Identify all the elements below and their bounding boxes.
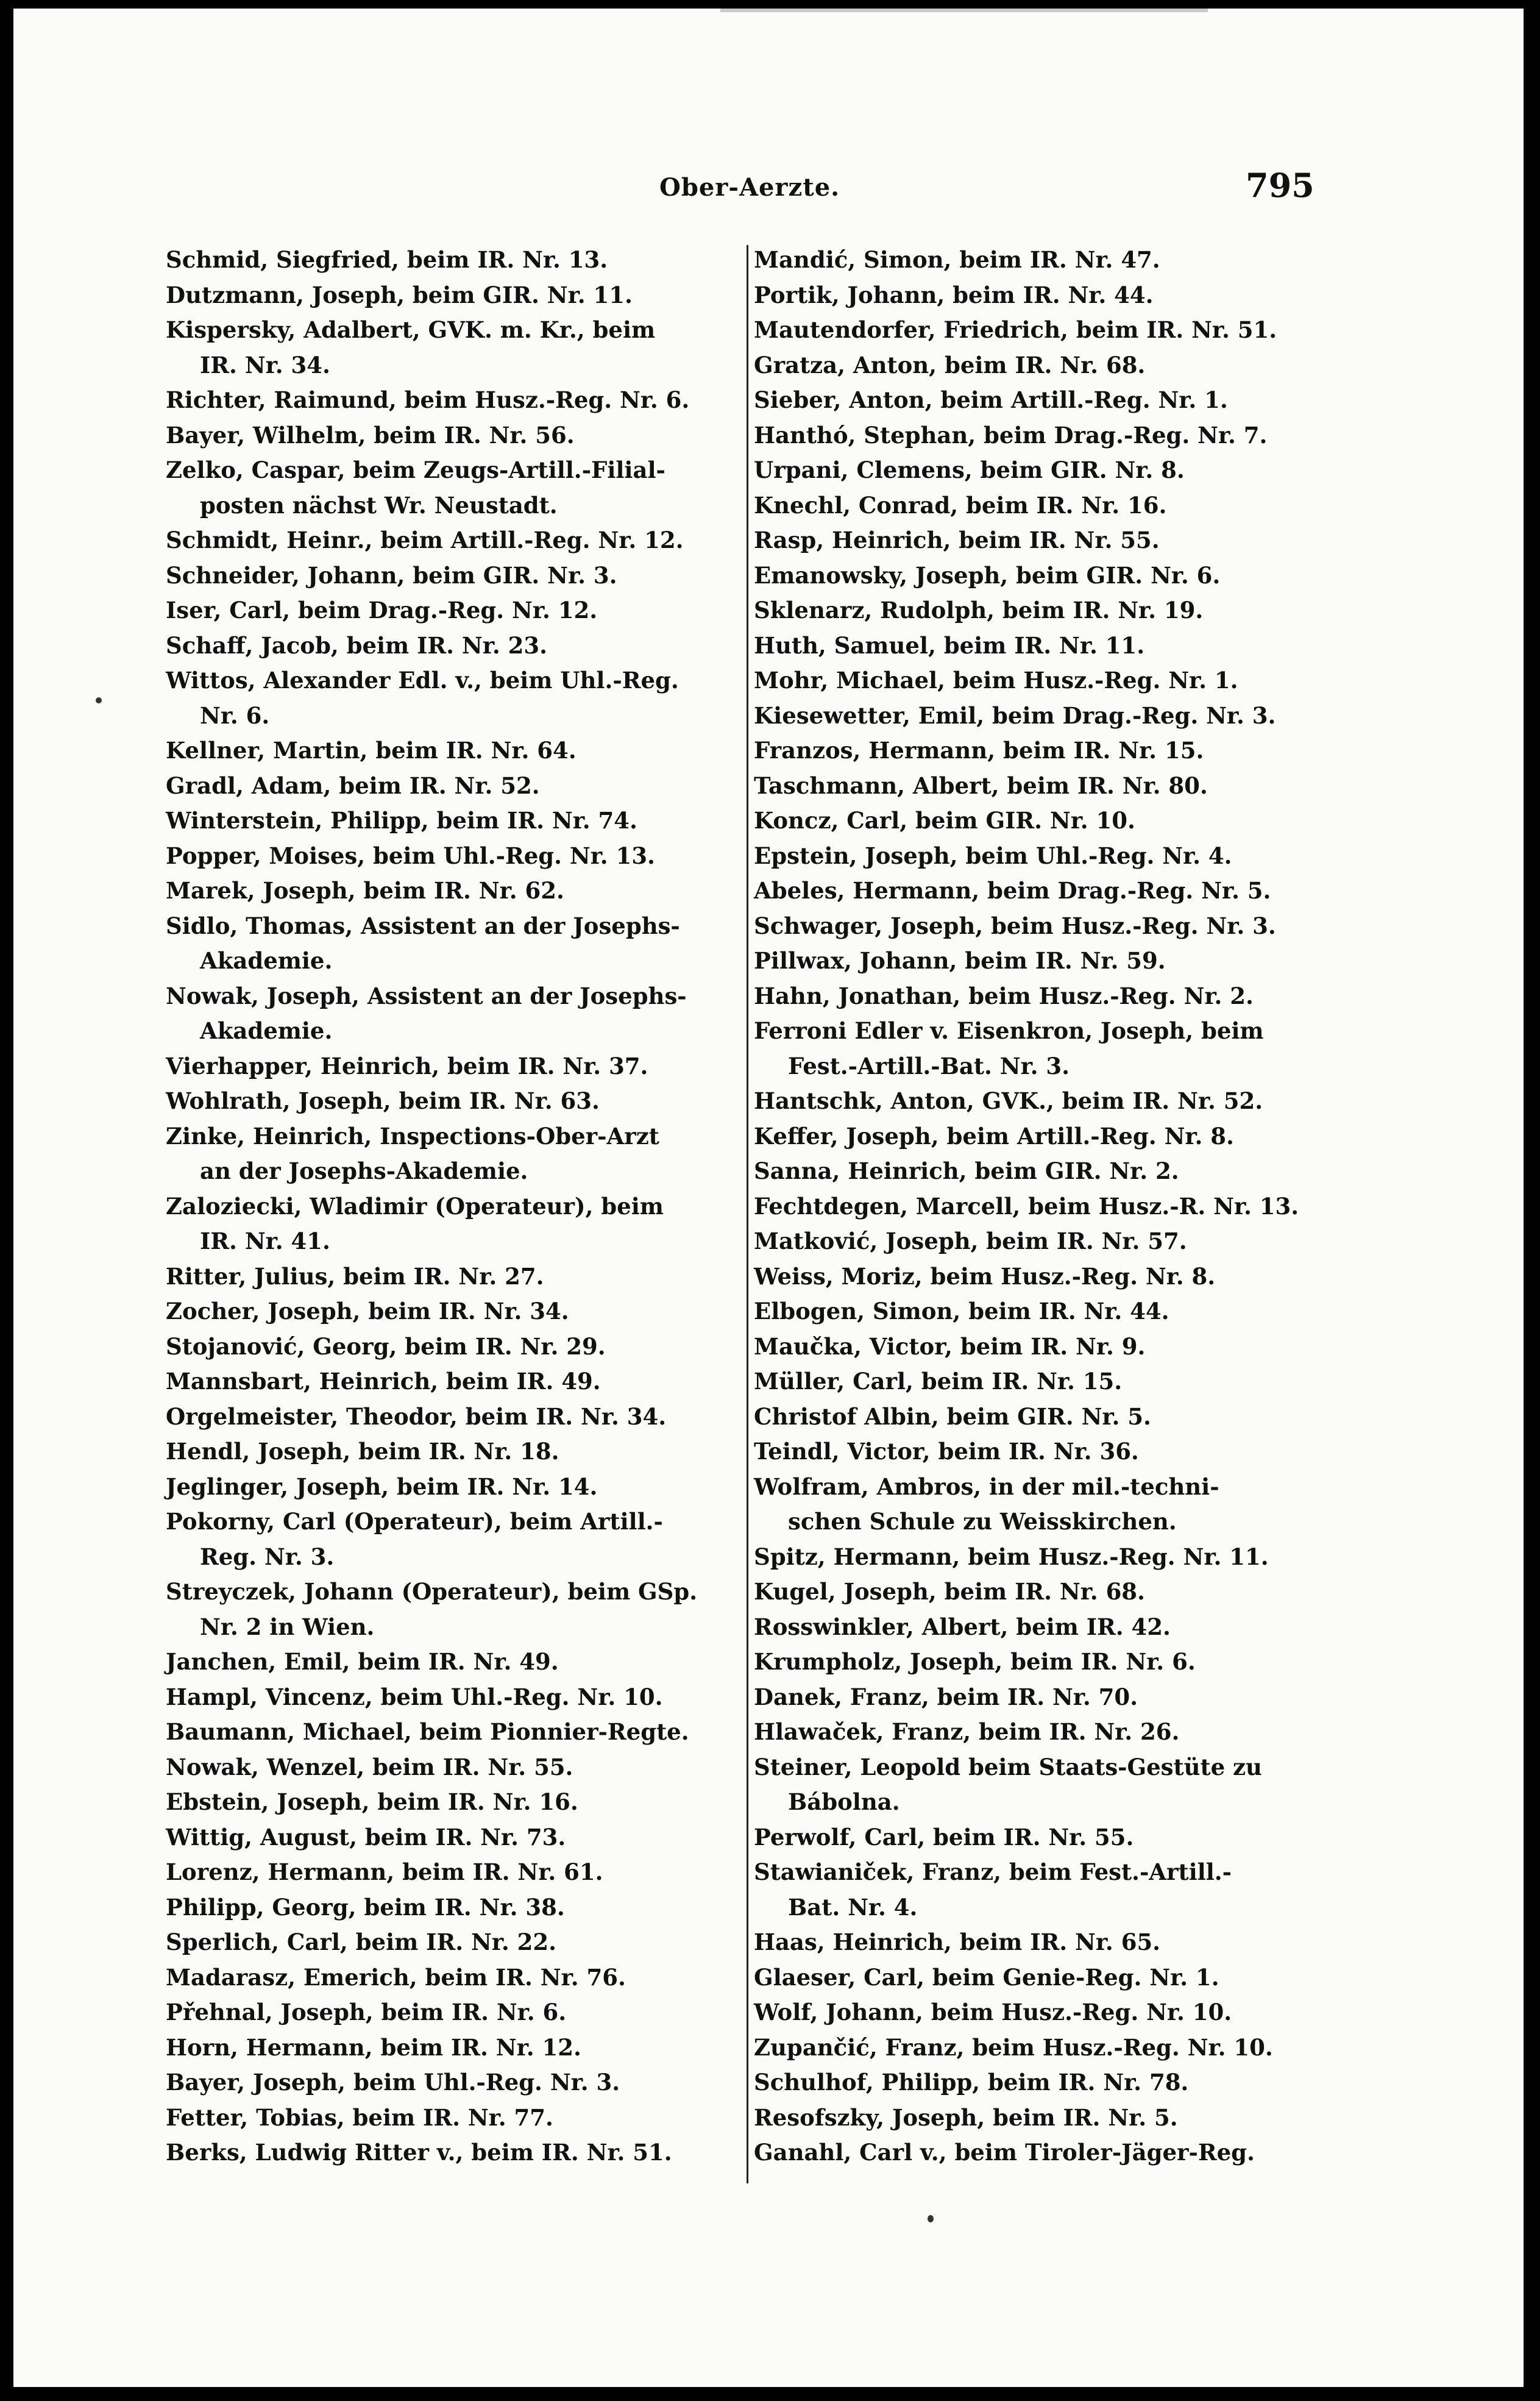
list-entry — [166, 523, 733, 558]
list-entry — [166, 873, 733, 909]
page-number: 795 — [1246, 166, 1315, 205]
entry-continuation: Reg. Nr. 3. — [200, 1543, 335, 1570]
list-entry — [166, 1890, 733, 1926]
entry-continuation: Bábolna. — [788, 1788, 900, 1815]
entry-line: Gradl, Adam, beim IR. Nr. 52. — [166, 772, 540, 799]
entry-line: Epstein, Joseph, beim Uhl.-Reg. Nr. 4. — [754, 842, 1232, 869]
entry-line: Stawianiček, Franz, beim Fest.-Artill.- — [754, 1859, 1232, 1885]
entry-line: Sieber, Anton, beim Artill.-Reg. Nr. 1. — [754, 386, 1228, 413]
list-entry — [166, 593, 733, 628]
entry-line: Mautendorfer, Friedrich, beim IR. Nr. 51. — [754, 316, 1277, 343]
entry-line: Kiesewetter, Emil, beim Drag.-Reg. Nr. 3. — [754, 702, 1276, 729]
list-entry — [754, 1925, 1321, 1960]
entry-line: Schmidt, Heinr., beim Artill.-Reg. Nr. 12. — [166, 527, 684, 553]
list-entry — [166, 1504, 733, 1574]
entry-continuation: an der Josephs-Akademie. — [200, 1158, 528, 1184]
list-entry — [754, 1540, 1321, 1575]
list-entry — [754, 593, 1321, 628]
list-entry — [166, 418, 733, 454]
list-entry — [166, 2135, 733, 2171]
list-entry — [166, 1470, 733, 1505]
list-entry — [754, 1084, 1321, 1119]
list-entry — [754, 1329, 1321, 1365]
entry-line: Nowak, Wenzel, beim IR. Nr. 55. — [166, 1753, 573, 1780]
entry-continuation: Nr. 6. — [200, 702, 270, 729]
list-entry — [754, 1960, 1321, 1996]
list-entry — [754, 1364, 1321, 1400]
entry-line: Mohr, Michael, beim Husz.-Reg. Nr. 1. — [754, 667, 1238, 694]
entry-line: Krumpholz, Joseph, beim IR. Nr. 6. — [754, 1648, 1196, 1675]
entry-line: Zelko, Caspar, beim Zeugs-Artill.-Filial- — [166, 457, 665, 483]
entry-line: Berks, Ludwig Ritter v., beim IR. Nr. 51. — [166, 2139, 672, 2166]
entry-line: Matković, Joseph, beim IR. Nr. 57. — [754, 1228, 1187, 1254]
entry-line: Stojanović, Georg, beim IR. Nr. 29. — [166, 1332, 606, 1360]
list-entry — [754, 1470, 1321, 1540]
running-title: Ober-Aerzte. — [659, 173, 840, 202]
list-entry — [166, 1434, 733, 1470]
entry-line: Zupančić, Franz, beim Husz.-Reg. Nr. 10. — [754, 2033, 1273, 2061]
list-entry — [754, 944, 1321, 979]
list-entry — [166, 1294, 733, 1329]
entry-line: Pokorny, Carl (Operateur), beim Artill.- — [166, 1508, 663, 1535]
entry-line: Streyczek, Johann (Operateur), beim GSp. — [166, 1578, 698, 1605]
entry-line: Wittos, Alexander Edl. v., beim Uhl.-Reg. — [166, 667, 679, 694]
entry-line: Müller, Carl, beim IR. Nr. 15. — [754, 1368, 1123, 1395]
entry-line: Jeglinger, Joseph, beim IR. Nr. 14. — [166, 1473, 598, 1500]
margin-mark — [96, 697, 102, 703]
list-entry — [754, 1259, 1321, 1295]
entry-line: Fetter, Tobias, beim IR. Nr. 77. — [166, 2104, 553, 2131]
list-entry — [754, 1224, 1321, 1259]
list-entry — [166, 2100, 733, 2136]
list-entry — [754, 2065, 1321, 2100]
list-entry — [166, 1820, 733, 1855]
entry-line: Ganahl, Carl v., beim Tiroler-Jäger-Reg. — [754, 2139, 1255, 2166]
footer-mark — [928, 2215, 934, 2222]
entry-line: Huth, Samuel, beim IR. Nr. 11. — [754, 631, 1145, 659]
entry-line: Portik, Johann, beim IR. Nr. 44. — [754, 281, 1154, 308]
entry-continuation: Akademie. — [200, 947, 333, 974]
list-entry — [166, 769, 733, 804]
list-entry — [166, 453, 733, 523]
entry-line: Zinke, Heinrich, Inspections-Ober-Arzt — [166, 1122, 659, 1150]
list-entry — [754, 1189, 1321, 1225]
list-entry — [166, 839, 733, 874]
list-entry — [166, 1400, 733, 1435]
list-entry — [166, 1715, 733, 1750]
list-entry — [754, 1820, 1321, 1855]
list-entry — [166, 1750, 733, 1785]
entry-line: Abeles, Hermann, beim Drag.-Reg. Nr. 5. — [754, 877, 1271, 904]
entry-line: Pillwax, Johann, beim IR. Nr. 59. — [754, 947, 1166, 974]
entry-line: Mannsbart, Heinrich, beim IR. 49. — [166, 1368, 601, 1395]
entry-line: Knechl, Conrad, beim IR. Nr. 16. — [754, 491, 1167, 519]
entry-line: Wittig, August, beim IR. Nr. 73. — [166, 1823, 566, 1851]
entry-line: Přehnal, Joseph, beim IR. Nr. 6. — [166, 1999, 567, 2026]
list-entry — [166, 2065, 733, 2100]
list-entry — [754, 453, 1321, 488]
list-entry — [754, 1995, 1321, 2030]
entry-line: Schwager, Joseph, beim Husz.-Reg. Nr. 3. — [754, 912, 1276, 939]
list-entry — [754, 699, 1321, 734]
list-entry — [754, 733, 1321, 769]
list-entry — [754, 2135, 1321, 2171]
entry-line: Bayer, Joseph, beim Uhl.-Reg. Nr. 3. — [166, 2069, 620, 2096]
entry-line: Urpani, Clemens, beim GIR. Nr. 8. — [754, 457, 1185, 483]
list-entry — [166, 1960, 733, 1996]
list-entry — [754, 243, 1321, 278]
list-entry — [754, 1014, 1321, 1084]
entry-line: Wolf, Johann, beim Husz.-Reg. Nr. 10. — [754, 1999, 1232, 2026]
list-entry — [754, 1154, 1321, 1189]
list-entry — [754, 1574, 1321, 1610]
entry-line: Wolfram, Ambros, in der mil.-techni- — [754, 1473, 1219, 1500]
list-entry — [166, 1119, 733, 1189]
entry-line: Hlawaček, Franz, beim IR. Nr. 26. — [754, 1718, 1180, 1745]
list-entry — [754, 1680, 1321, 1715]
list-entry — [166, 313, 733, 383]
list-entry — [754, 488, 1321, 524]
entry-line: Kispersky, Adalbert, GVK. m. Kr., beim — [166, 316, 656, 343]
list-entry — [754, 769, 1321, 804]
entry-line: Taschmann, Albert, beim IR. Nr. 80. — [754, 772, 1208, 799]
entry-line: Bayer, Wilhelm, beim IR. Nr. 56. — [166, 421, 575, 449]
list-entry — [754, 2100, 1321, 2136]
entry-line: Nowak, Joseph, Assistent an der Josephs- — [166, 982, 687, 1009]
entry-line: Mandić, Simon, beim IR. Nr. 47. — [754, 246, 1160, 273]
list-entry — [754, 663, 1321, 699]
entry-line: Vierhapper, Heinrich, beim IR. Nr. 37. — [166, 1052, 648, 1080]
left-column — [166, 243, 733, 2171]
column-divider — [747, 245, 748, 2183]
list-entry — [166, 1680, 733, 1715]
list-entry — [166, 628, 733, 664]
entry-line: Steiner, Leopold beim Staats-Gestüte zu — [754, 1753, 1262, 1780]
list-entry — [166, 558, 733, 594]
entry-line: Zaloziecki, Wladimir (Operateur), beim — [166, 1192, 664, 1220]
entry-line: Sidlo, Thomas, Assistent an der Josephs- — [166, 912, 680, 939]
entry-line: Lorenz, Hermann, beim IR. Nr. 61. — [166, 1859, 603, 1885]
entry-line: Fechtdegen, Marcell, beim Husz.-R. Nr. 13. — [754, 1192, 1299, 1220]
entry-line: Schmid, Siegfried, beim IR. Nr. 13. — [166, 246, 608, 273]
entry-line: Spitz, Hermann, beim Husz.-Reg. Nr. 11. — [754, 1543, 1269, 1570]
list-entry — [754, 873, 1321, 909]
entry-line: Wohlrath, Joseph, beim IR. Nr. 63. — [166, 1087, 600, 1114]
entry-line: Schaff, Jacob, beim IR. Nr. 23. — [166, 631, 547, 659]
list-entry — [754, 1750, 1321, 1820]
entry-line: Teindl, Victor, beim IR. Nr. 36. — [754, 1438, 1139, 1465]
list-entry — [754, 1119, 1321, 1154]
entry-line: Sanna, Heinrich, beim GIR. Nr. 2. — [754, 1158, 1179, 1184]
list-entry — [166, 909, 733, 979]
list-entry — [166, 1574, 733, 1645]
entry-continuation: Akademie. — [200, 1017, 333, 1044]
list-entry — [166, 278, 733, 313]
list-entry — [754, 1645, 1321, 1680]
entry-continuation: Nr. 2 in Wien. — [200, 1613, 375, 1640]
list-entry — [166, 383, 733, 418]
list-entry — [754, 2030, 1321, 2066]
list-entry — [166, 1364, 733, 1400]
entry-line: Rasp, Heinrich, beim IR. Nr. 55. — [754, 527, 1160, 553]
entry-line: Christof Albin, beim GIR. Nr. 5. — [754, 1403, 1151, 1430]
page-header — [13, 166, 1524, 216]
list-entry — [166, 1084, 733, 1119]
list-entry — [166, 1855, 733, 1890]
entry-continuation: schen Schule zu Weisskirchen. — [788, 1508, 1177, 1535]
list-entry — [754, 839, 1321, 874]
list-entry — [754, 1855, 1321, 1925]
list-entry — [754, 418, 1321, 454]
right-column — [754, 243, 1321, 2171]
entry-line: Iser, Carl, beim Drag.-Reg. Nr. 12. — [166, 597, 598, 624]
entry-line: Hanthó, Stephan, beim Drag.-Reg. Nr. 7. — [754, 421, 1268, 449]
list-entry — [166, 663, 733, 733]
entry-line: Marek, Joseph, beim IR. Nr. 62. — [166, 877, 564, 904]
list-entry — [754, 909, 1321, 944]
entry-line: Koncz, Carl, beim GIR. Nr. 10. — [754, 807, 1135, 834]
list-entry — [166, 1049, 733, 1084]
entry-line: Hampl, Vincenz, beim Uhl.-Reg. Nr. 10. — [166, 1683, 663, 1710]
list-entry — [754, 979, 1321, 1014]
entry-line: Schulhof, Philipp, beim IR. Nr. 78. — [754, 2069, 1189, 2096]
entry-line: Popper, Moises, beim Uhl.-Reg. Nr. 13. — [166, 842, 655, 869]
list-entry — [166, 2030, 733, 2066]
list-entry — [754, 803, 1321, 839]
list-entry — [166, 733, 733, 769]
entry-line: Sperlich, Carl, beim IR. Nr. 22. — [166, 1929, 557, 1955]
entry-line: Weiss, Moriz, beim Husz.-Reg. Nr. 8. — [754, 1262, 1216, 1290]
list-entry — [754, 383, 1321, 418]
entry-line: Glaeser, Carl, beim Genie-Reg. Nr. 1. — [754, 1963, 1219, 1991]
entry-line: Hendl, Joseph, beim IR. Nr. 18. — [166, 1438, 559, 1465]
list-entry — [754, 523, 1321, 558]
entry-line: Ferroni Edler v. Eisenkron, Joseph, beim — [754, 1017, 1264, 1044]
entry-continuation: IR. Nr. 41. — [200, 1228, 330, 1254]
entry-line: Schneider, Johann, beim GIR. Nr. 3. — [166, 561, 617, 589]
entry-line: Haas, Heinrich, beim IR. Nr. 65. — [754, 1929, 1161, 1955]
list-entry — [754, 1610, 1321, 1645]
entry-line: Perwolf, Carl, beim IR. Nr. 55. — [754, 1823, 1134, 1851]
list-entry — [754, 1294, 1321, 1329]
entry-continuation: Bat. Nr. 4. — [788, 1893, 918, 1921]
list-entry — [754, 628, 1321, 664]
list-entry — [166, 1925, 733, 1960]
entry-line: Horn, Hermann, beim IR. Nr. 12. — [166, 2033, 581, 2061]
list-entry — [754, 278, 1321, 313]
entry-line: Dutzmann, Joseph, beim GIR. Nr. 11. — [166, 281, 633, 308]
list-entry — [166, 979, 733, 1049]
list-entry — [754, 1434, 1321, 1470]
entry-line: Danek, Franz, beim IR. Nr. 70. — [754, 1683, 1138, 1710]
entry-line: Janchen, Emil, beim IR. Nr. 49. — [166, 1648, 559, 1675]
list-entry — [166, 1645, 733, 1680]
entry-line: Emanowsky, Joseph, beim GIR. Nr. 6. — [754, 561, 1221, 589]
list-entry — [754, 558, 1321, 594]
list-entry — [166, 243, 733, 278]
scan-artifact — [720, 9, 1208, 12]
entry-line: Zocher, Joseph, beim IR. Nr. 34. — [166, 1298, 569, 1325]
entry-line: Philipp, Georg, beim IR. Nr. 38. — [166, 1893, 565, 1921]
entry-continuation: Fest.-Artill.-Bat. Nr. 3. — [788, 1052, 1070, 1080]
entry-line: Kugel, Joseph, beim IR. Nr. 68. — [754, 1578, 1145, 1605]
list-entry — [166, 1329, 733, 1365]
entry-line: Keffer, Joseph, beim Artill.-Reg. Nr. 8. — [754, 1122, 1234, 1150]
entry-line: Elbogen, Simon, beim IR. Nr. 44. — [754, 1298, 1169, 1325]
entry-line: Hantschk, Anton, GVK., beim IR. Nr. 52. — [754, 1087, 1263, 1114]
entry-continuation: IR. Nr. 34. — [200, 351, 330, 379]
entry-line: Maučka, Victor, beim IR. Nr. 9. — [754, 1332, 1146, 1360]
list-entry — [166, 1995, 733, 2030]
entry-line: Madarasz, Emerich, beim IR. Nr. 76. — [166, 1963, 626, 1991]
entry-continuation: posten nächst Wr. Neustadt. — [200, 491, 558, 519]
entry-line: Orgelmeister, Theodor, beim IR. Nr. 34. — [166, 1403, 667, 1430]
list-entry — [166, 803, 733, 839]
list-entry — [754, 1715, 1321, 1750]
list-entry — [754, 1400, 1321, 1435]
entry-line: Ebstein, Joseph, beim IR. Nr. 16. — [166, 1788, 578, 1815]
entry-line: Franzos, Hermann, beim IR. Nr. 15. — [754, 737, 1204, 764]
entry-line: Hahn, Jonathan, beim Husz.-Reg. Nr. 2. — [754, 982, 1254, 1009]
entry-line: Winterstein, Philipp, beim IR. Nr. 74. — [166, 807, 637, 834]
document-page — [13, 9, 1524, 2387]
list-entry — [166, 1785, 733, 1820]
list-entry — [166, 1259, 733, 1295]
entry-line: Sklenarz, Rudolph, beim IR. Nr. 19. — [754, 597, 1204, 624]
entry-line: Resofszky, Joseph, beim IR. Nr. 5. — [754, 2104, 1178, 2131]
entry-line: Kellner, Martin, beim IR. Nr. 64. — [166, 737, 577, 764]
list-entry — [166, 1189, 733, 1259]
list-entry — [754, 348, 1321, 383]
list-entry — [754, 313, 1321, 348]
entry-line: Rosswinkler, Albert, beim IR. 42. — [754, 1613, 1171, 1640]
entry-line: Gratza, Anton, beim IR. Nr. 68. — [754, 351, 1146, 379]
entry-line: Ritter, Julius, beim IR. Nr. 27. — [166, 1262, 544, 1290]
entry-line: Baumann, Michael, beim Pionnier-Regte. — [166, 1718, 689, 1745]
entry-line: Richter, Raimund, beim Husz.-Reg. Nr. 6. — [166, 386, 690, 413]
